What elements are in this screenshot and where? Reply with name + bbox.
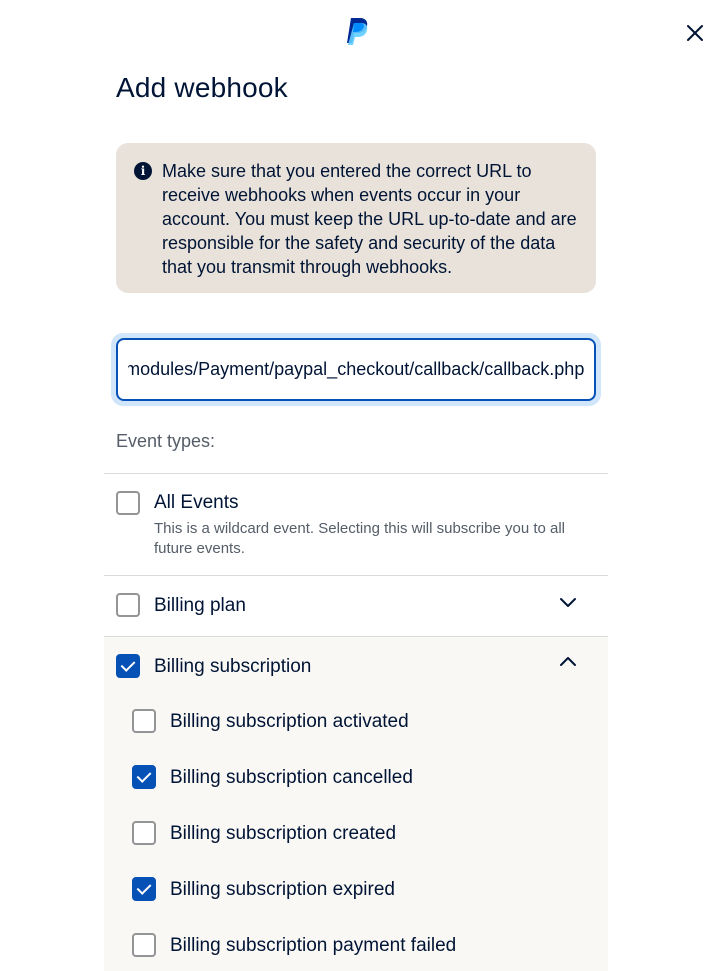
billing-subscription-created-checkbox[interactable] (132, 821, 156, 845)
billing-subscription-payment-failed-label: Billing subscription payment failed (170, 935, 457, 956)
info-notice (116, 143, 596, 293)
url-input-focus-ring (111, 333, 601, 406)
all-events-description: This is a wildcard event. Selecting this will subscribe you to all future events. (154, 520, 566, 557)
divider (104, 575, 608, 576)
all-events-label: All Events (154, 492, 239, 513)
billing-plan-checkbox[interactable] (116, 593, 140, 617)
chevron-up-icon[interactable] (559, 653, 577, 671)
billing-subscription-cancelled-label: Billing subscription cancelled (170, 767, 413, 788)
close-icon[interactable] (684, 22, 706, 44)
billing-subscription-created-label: Billing subscription created (170, 823, 397, 844)
billing-subscription-expired-label: Billing subscription expired (170, 879, 395, 900)
billing-plan-label: Billing plan (154, 595, 246, 616)
billing-subscription-activated-checkbox[interactable] (132, 709, 156, 733)
billing-subscription-payment-failed-checkbox[interactable] (132, 933, 156, 957)
notice-text: Make sure that you entered the correct URL to receive webhooks when events occur in your account. You must keep the URL up-to-date and are responsible for the safety and security of the data that you transmit through webhooks. (162, 161, 577, 277)
billing-subscription-checkbox[interactable] (116, 654, 140, 678)
paypal-logo-icon (344, 16, 370, 46)
billing-subscription-activated-label: Billing subscription activated (170, 711, 409, 732)
billing-subscription-label: Billing subscription (154, 656, 312, 677)
billing-subscription-cancelled-checkbox[interactable] (132, 765, 156, 789)
webhook-url-input[interactable] (116, 338, 596, 401)
chevron-down-icon[interactable] (559, 593, 577, 611)
page-title: Add webhook (116, 72, 288, 103)
billing-subscription-group (104, 637, 608, 971)
all-events-checkbox[interactable] (116, 491, 140, 515)
billing-subscription-expired-checkbox[interactable] (132, 877, 156, 901)
info-icon: i (134, 162, 152, 180)
event-types-label: Event types: (116, 431, 216, 451)
divider (104, 473, 608, 474)
